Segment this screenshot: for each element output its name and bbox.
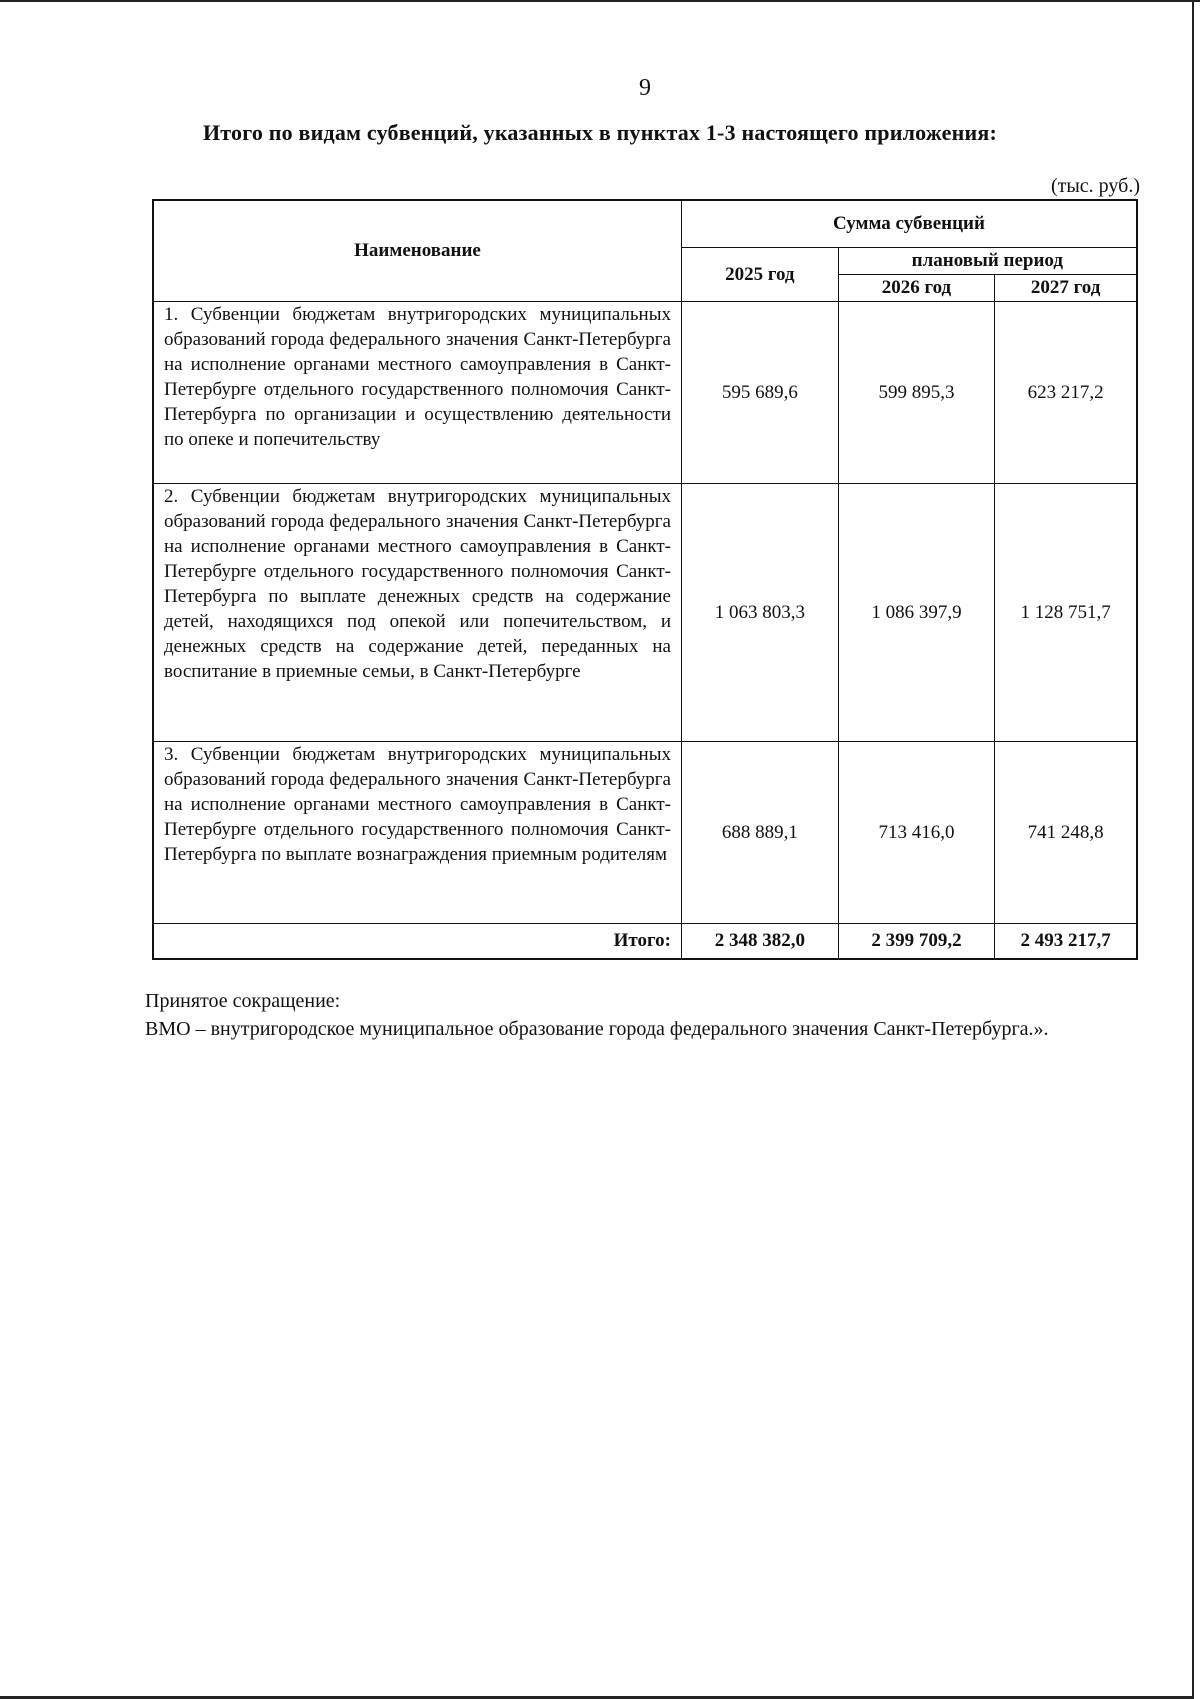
table-row bbox=[153, 483, 1137, 741]
row-value-2027: 741 248,8 bbox=[995, 741, 1137, 923]
header-name: Наименование bbox=[153, 200, 682, 301]
row-value-2027: 1 128 751,7 bbox=[995, 483, 1137, 741]
row-value-2026: 713 416,0 bbox=[838, 741, 995, 923]
header-year-2025: 2025 год bbox=[682, 247, 839, 301]
page-title: Итого по видам субвенций, указанных в пунктах 1-3 настоящего приложения: bbox=[203, 120, 997, 145]
page-border-top bbox=[0, 0, 1200, 2]
total-label: Итого: bbox=[153, 923, 682, 959]
header-year-2026: 2026 год bbox=[838, 274, 995, 301]
row-value-2026: 1 086 397,9 bbox=[838, 483, 995, 741]
row-name: 2. Субвенции бюджетам внутригородских муниципальных образований города федерального значения Санкт-Петербурга на исполнение органами местного самоуправления в Санкт-Петербурге отдельного государственного полномочия Санкт-Петербурга по выплате денежных средств на содержание детей, находящихся под опекой или попечительством, и денежных средств на содержание детей, переданных на воспитание в приемные семьи, в Санкт-Петербурге bbox=[153, 483, 682, 741]
page-number: 9 bbox=[639, 75, 651, 101]
row-value-2026: 599 895,3 bbox=[838, 301, 995, 483]
total-value-2025: 2 348 382,0 bbox=[682, 923, 839, 959]
header-year-2027: 2027 год bbox=[995, 274, 1137, 301]
subventions-table bbox=[152, 199, 1138, 960]
table-row bbox=[153, 741, 1137, 923]
table-row bbox=[153, 301, 1137, 483]
row-value-2025: 595 689,6 bbox=[682, 301, 839, 483]
row-value-2025: 1 063 803,3 bbox=[682, 483, 839, 741]
abbreviation-title: Принятое сокращение: bbox=[145, 990, 341, 1012]
units-note: (тыс. руб.) bbox=[1050, 175, 1140, 197]
abbreviation-text: ВМО – внутригородское муниципальное образование города федерального значения Санкт-Петербурга.». bbox=[145, 1018, 1049, 1040]
row-name: 3. Субвенции бюджетам внутригородских муниципальных образований города федерального значения Санкт-Петербурга на исполнение органами местного самоуправления в Санкт-Петербурге отдельного государственного полномочия Санкт-Петербурга по выплате вознаграждения приемным родителям bbox=[153, 741, 682, 923]
total-row bbox=[153, 923, 1137, 959]
page-border-right bbox=[1192, 0, 1194, 1699]
header-planning-period: плановый период bbox=[838, 247, 1137, 274]
total-value-2027: 2 493 217,7 bbox=[995, 923, 1137, 959]
row-name: 1. Субвенции бюджетам внутригородских муниципальных образований города федерального значения Санкт-Петербурга на исполнение органами местного самоуправления в Санкт-Петербурге отдельного государственного полномочия Санкт-Петербурга по организации и осуществлению деятельности по опеке и попечительству bbox=[153, 301, 682, 483]
row-value-2027: 623 217,2 bbox=[995, 301, 1137, 483]
row-value-2025: 688 889,1 bbox=[682, 741, 839, 923]
header-sum: Сумма субвенций bbox=[682, 200, 1138, 247]
total-value-2026: 2 399 709,2 bbox=[838, 923, 995, 959]
